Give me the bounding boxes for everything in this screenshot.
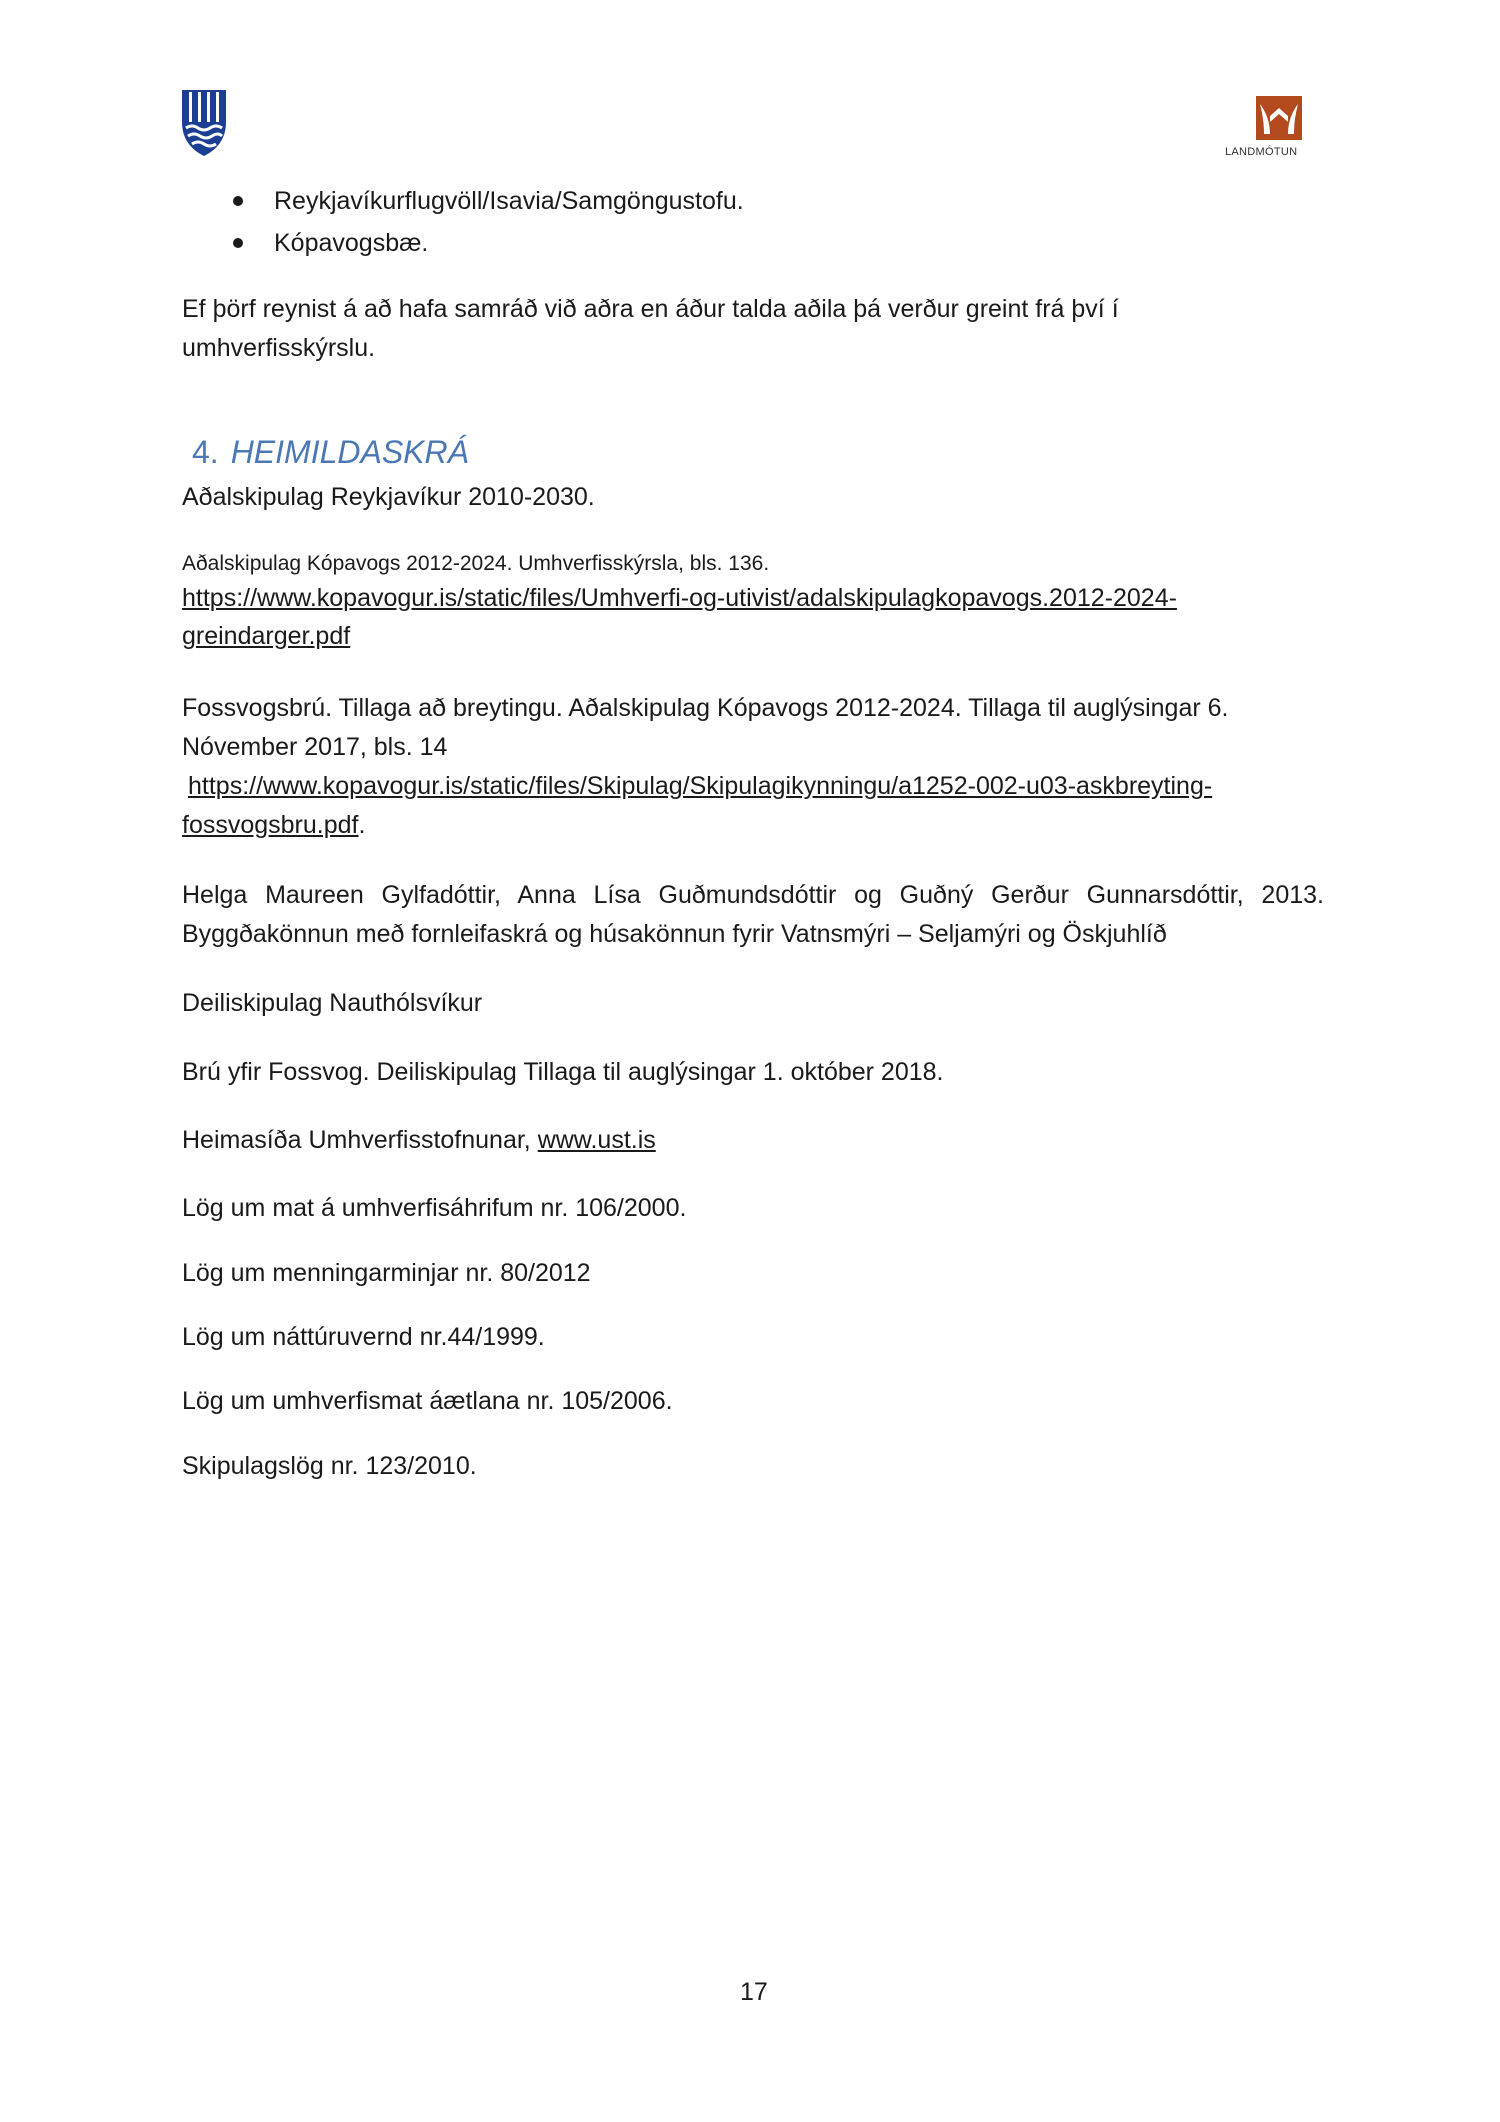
section-number: 4. (192, 434, 219, 470)
reykjavik-logo (180, 88, 228, 158)
reference-umhverfisstofnun (182, 1121, 656, 1160)
reference-aðalskipulag-kopavogs: Aðalskipulag Kópavogs 2012-2024. Umhverfisskýrsla, bls. 136. (182, 552, 770, 575)
reference-log-mat-umhverfisahrifum: Lög um mat á umhverfisáhrifum nr. 106/2000. (182, 1194, 687, 1222)
reference-byggdakonnun: Helga Maureen Gylfadóttir, Anna Lísa Guðmundsdóttir og Guðný Gerður Gunnarsdóttir, 2013. Byggðakönnun með fornleifaskrá og húsakönnun fyrir Vatnsmýri – Seljamýri og Öskjuhlíð (182, 881, 1324, 948)
intro-paragraph-line-1: Ef þörf reynist á að hafa samráð við aðra en áður talda aðila þá verður greint frá því í (182, 295, 1119, 323)
page-number: 17 (740, 1978, 768, 2006)
ust-link[interactable]: www.ust.is (537, 1126, 656, 1154)
reference-deiliskipulag-nautholsvikur: Deiliskipulag Nauthólsvíkur (182, 989, 483, 1017)
reference-umhverfisstofnun-text: Heimasíða Umhverfisstofnunar, (182, 1126, 538, 1154)
reykjavik-shield-icon (180, 88, 228, 158)
reference-kopavogs-url-line-2[interactable]: greindarger.pdf (182, 622, 351, 650)
landmotun-logo (1226, 96, 1316, 158)
bullet-dot (233, 196, 243, 206)
section-heading (192, 432, 469, 472)
reference-kopavogs-url-line-1[interactable]: https://www.kopavogur.is/static/files/Umhverfi-og-utivist/adalskipulagkopavogs.2012-2024- (182, 584, 1177, 612)
reference-log-natturuvernd: Lög um náttúruvernd nr.44/1999. (182, 1323, 545, 1351)
reference-fossvogsbru-line-2: Nóvember 2017, bls. 14 (182, 733, 448, 761)
list-item: Kópavogsbæ. (274, 229, 429, 257)
intro-paragraph-line-2: umhverfisskýrslu. (182, 334, 376, 362)
reference-aðalskipulag-reykjavikur: Aðalskipulag Reykjavíkur 2010-2030. (182, 483, 595, 511)
landmotun-logo-text: LANDMÓTUN (1225, 146, 1298, 158)
reference-fossvogsbru-url-suffix: . (358, 811, 366, 839)
reference-log-umhverfismat-aaetlana: Lög um umhverfismat áætlana nr. 105/2006. (182, 1387, 673, 1415)
reference-fossvogsbru-line-1: Fossvogsbrú. Tillaga að breytingu. Aðalskipulag Kópavogs 2012-2024. Tillaga til auglýsingar 6. (182, 694, 1229, 722)
reference-fossvogsbru-url-line-2[interactable]: fossvogsbru.pdf (182, 811, 359, 839)
reference-fossvogsbru-url-line-2-wrap (182, 806, 365, 845)
reference-skipulagslog: Skipulagslög nr. 123/2010. (182, 1452, 477, 1480)
reference-fossvogsbru-url-line-1[interactable]: https://www.kopavogur.is/static/files/Skipulag/Skipulagikynningu/a1252-002-u03-askbreyting- (188, 772, 1213, 800)
bullet-dot (233, 238, 243, 248)
landmotun-mark-icon (1226, 96, 1316, 146)
list-item: Reykjavíkurflugvöll/Isavia/Samgöngustofu. (274, 187, 744, 215)
reference-log-menningarminjar: Lög um menningarminjar nr. 80/2012 (182, 1259, 591, 1287)
reference-bru-yfir-fossvog: Brú yfir Fossvog. Deiliskipulag Tillaga til auglýsingar 1. október 2018. (182, 1058, 944, 1086)
section-title: HEIMILDASKRÁ (230, 434, 469, 470)
